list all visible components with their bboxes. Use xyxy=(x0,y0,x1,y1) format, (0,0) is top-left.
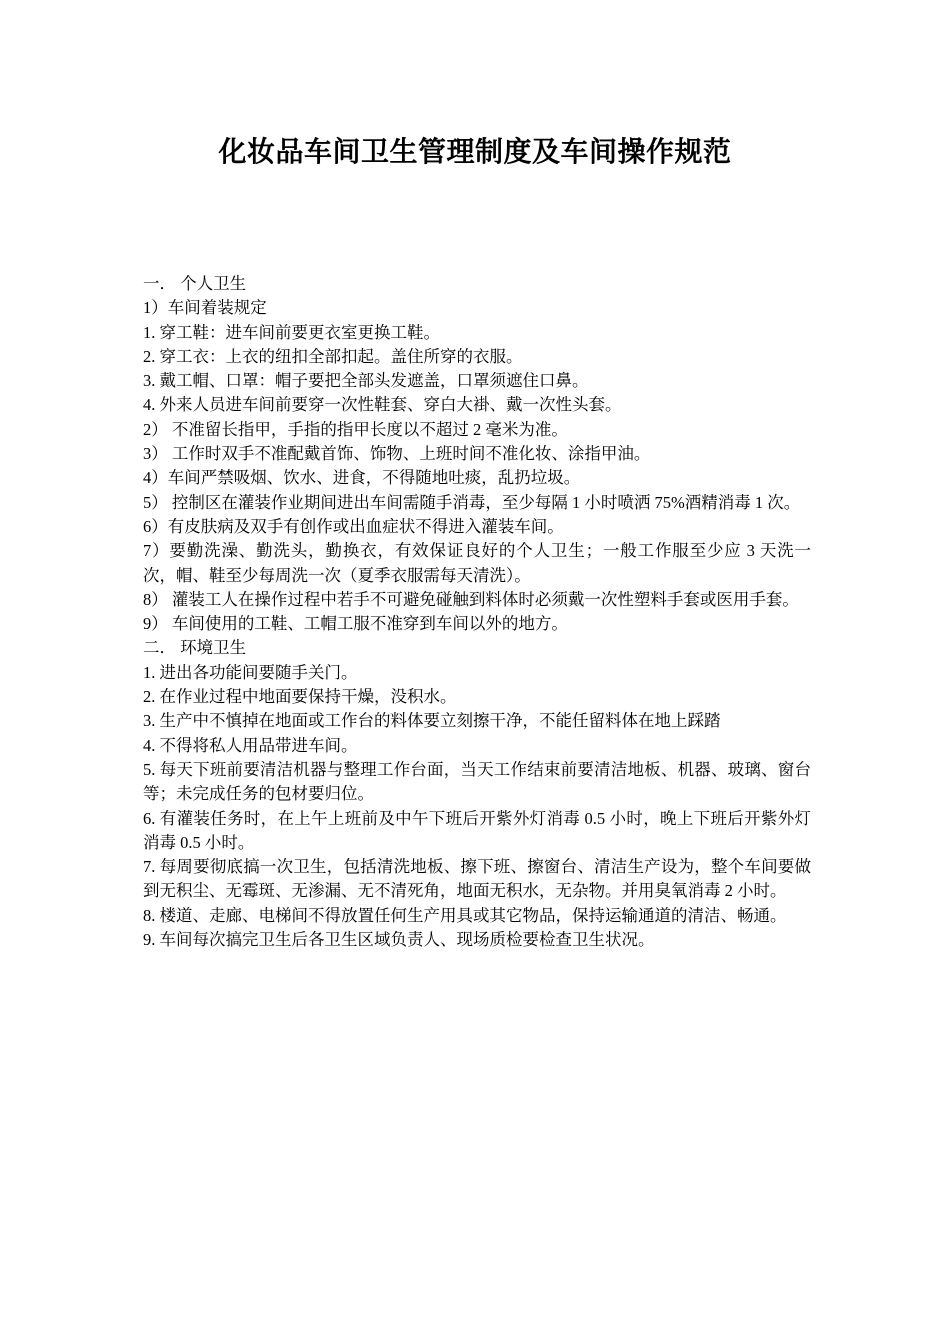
list-item: 8） 灌装工人在操作过程中若手不可避免碰触到料体时必须戴一次性塑料手套或医用手套。 xyxy=(143,589,799,609)
document-body xyxy=(143,272,811,952)
list-item: 9） 车间使用的工鞋、工帽工服不准穿到车间以外的地方。 xyxy=(143,614,568,634)
list-item: 4）车间严禁吸烟、饮水、进食，不得随地吐痰，乱扔垃圾。 xyxy=(143,468,581,488)
list-item: 6）有皮肤病及双手有创作或出血症状不得进入灌装车间。 xyxy=(143,516,564,536)
document-title: 化妆品车间卫生管理制度及车间操作规范 xyxy=(218,135,732,168)
list-item: 1. 进出各功能间要随手关门。 xyxy=(143,662,358,682)
list-item: 5） 控制区在灌装作业期间进出车间需随手消毒，至少每隔 1 小时喷洒 75%酒精消毒 1 次。 xyxy=(143,492,801,512)
list-item: 8. 楼道、走廊、电梯间不得放置任何生产用具或其它物品，保持运输通道的清洁、畅通。 xyxy=(143,905,787,925)
list-item: 4. 外来人员进车间前要穿一次性鞋套、穿白大褂、戴一次性头套。 xyxy=(143,395,622,415)
section-heading-environment-hygiene: 二． 环境卫生 xyxy=(143,638,247,658)
subsection-dress-code: 1）车间着装规定 xyxy=(143,298,267,318)
section-heading-personal-hygiene: 一． 个人卫生 xyxy=(143,274,247,293)
list-item: 2） 不准留长指甲，手指的指甲长度以不超过 2 毫米为准。 xyxy=(143,419,568,439)
list-item: 6. 有灌装任务时，在上午上班前及中午下班后开紫外灯消毒 0.5 小时，晚上下班后开紫外灯消毒 0.5 小时。 xyxy=(143,808,811,852)
list-item: 5. 每天下班前要清洁机器与整理工作台面，当天工作结束前要清洁地板、机器、玻璃、窗台等；未完成任务的包材要归位。 xyxy=(143,759,811,804)
list-item: 3. 戴工帽、口罩：帽子要把全部头发遮盖，口罩须遮住口鼻。 xyxy=(143,371,589,391)
list-item: 7. 每周要彻底搞一次卫生，包括清洗地板、擦下班、擦窗台、清洁生产设为，整个车间要做到无积尘、无霉斑、无渗漏、无不清死角，地面无积水，无杂物。并用臭氧消毒 2 小时。 xyxy=(143,857,811,901)
list-item: 4. 不得将私人用品带进车间。 xyxy=(143,735,358,755)
list-item: 3） 工作时双手不准配戴首饰、饰物、上班时间不准化妆、涂指甲油。 xyxy=(143,444,651,464)
list-item: 3. 生产中不慎掉在地面或工作台的料体要立刻擦干净，不能任留料体在地上踩踏 xyxy=(143,711,721,731)
list-item: 2. 穿工衣：上衣的纽扣全部扣起。盖住所穿的衣服。 xyxy=(143,346,523,366)
list-item: 9. 车间每次搞完卫生后各卫生区域负责人、现场质检要检查卫生状况。 xyxy=(143,930,655,950)
list-item: 2. 在作业过程中地面要保持干燥，没积水。 xyxy=(143,687,457,707)
list-item: 7）要勤洗澡、勤洗头，勤换衣，有效保证良好的个人卫生；一般工作服至少应 3 天洗一次，帽、鞋至少每周洗一次（夏季衣服需每天清洗）。 xyxy=(143,541,812,585)
list-item: 1. 穿工鞋：进车间前要更衣室更换工鞋。 xyxy=(143,322,440,342)
